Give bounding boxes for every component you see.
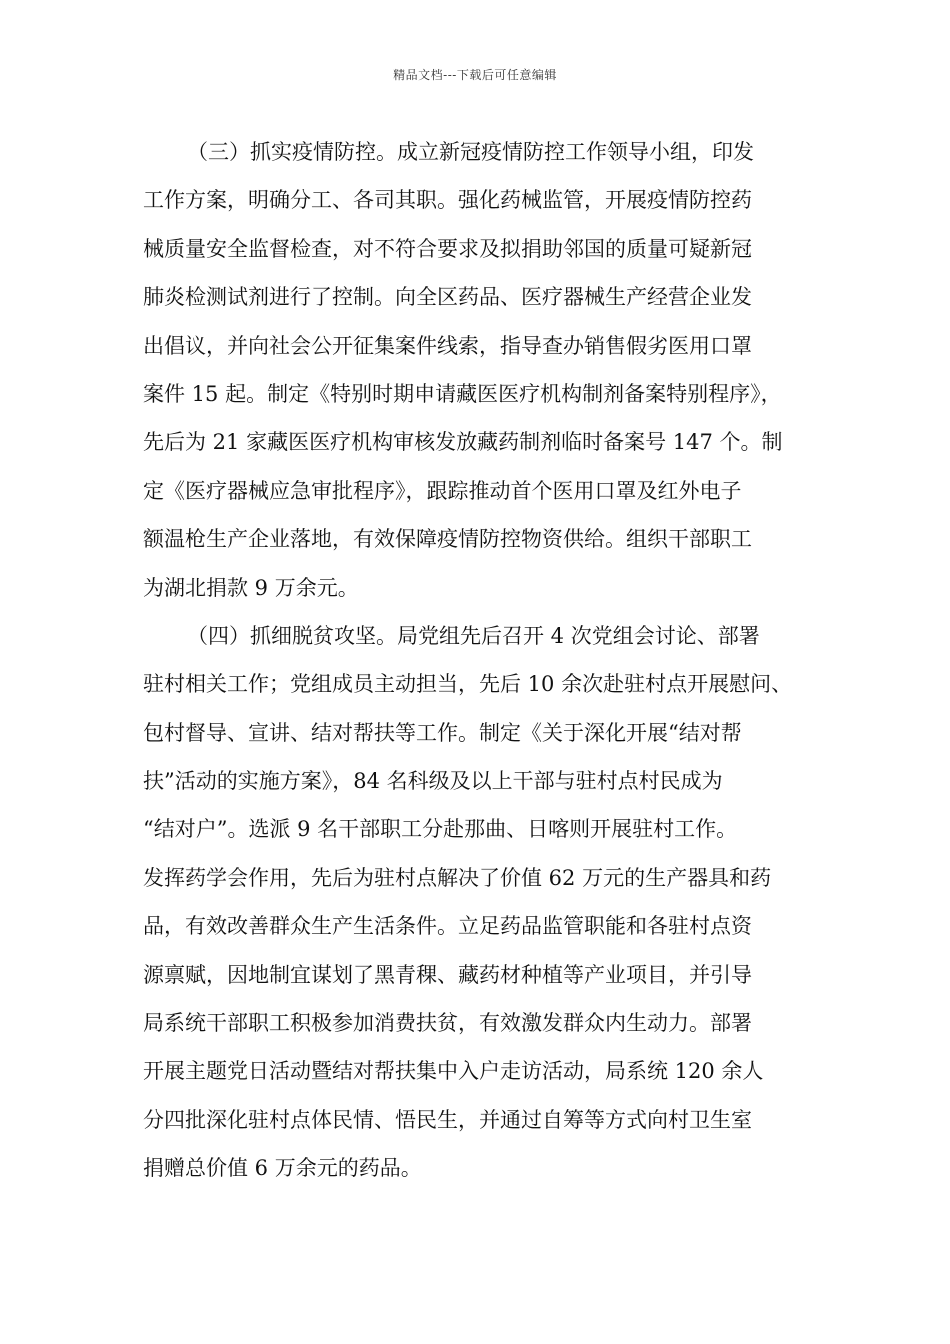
text-line: （四）抓细脱贫攻坚。局党组先后召开 4 次党组会讨论、部署 <box>187 623 760 648</box>
text-line: 工作方案，明确分工、各司其职。强化药械监管，开展疫情防控药 <box>143 188 752 213</box>
text-line: 先后为 21 家藏医医疗机构审核发放藏药制剂临时备案号 147 个。制 <box>143 430 783 455</box>
text-line: 为湖北捐款 9 万余元。 <box>143 575 359 600</box>
text-line: 定《医疗器械应急审批程序》，跟踪推动首个医用口罩及红外电子 <box>143 478 742 503</box>
page-header: 精品文档---下载后可任意编辑 <box>393 68 557 82</box>
text-line: “结对户”。选派 9 名干部职工分赴那曲、日喀则开展驻村工作。 <box>143 817 738 842</box>
text-line: 源禀赋，因地制宜谋划了黑青稞、藏药材种植等产业项目，并引导 <box>143 962 752 987</box>
text-line: 发挥药学会作用，先后为驻村点解决了价值 62 万元的生产器具和药 <box>143 865 772 890</box>
text-line: 出倡议，并向社会公开征集案件线索，指导查办销售假劣医用口罩 <box>143 333 752 358</box>
text-line: 肺炎检测试剂进行了控制。向全区药品、医疗器械生产经营企业发 <box>143 285 752 310</box>
paragraph-poverty-alleviation <box>143 612 825 1193</box>
text-line: 局系统干部职工积极参加消费扶贫，有效激发群众内生动力。部署 <box>143 1011 752 1036</box>
text-line: 驻村相关工作；党组成员主动担当，先后 10 余次赴驻村点开展慰问、 <box>143 672 793 697</box>
text-line: 额温枪生产企业落地，有效保障疫情防控物资供给。组织干部职工 <box>143 527 752 552</box>
text-line: 案件 15 起。制定《特别时期申请藏医医疗机构制剂备案特别程序》， <box>143 381 782 406</box>
text-line: 械质量安全监督检查，对不符合要求及拟捐助邻国的质量可疑新冠 <box>143 236 752 261</box>
text-line: 扶”活动的实施方案》，84 名科级及以上干部与驻村点村民成为 <box>143 769 723 794</box>
text-line: （三）抓实疫情防控。成立新冠疫情防控工作领导小组，印发 <box>187 140 754 164</box>
text-line: 捐赠总价值 6 万余元的药品。 <box>143 1156 422 1181</box>
text-line: 分四批深化驻村点体民情、悟民生，并通过自筹等方式向村卫生室 <box>143 1107 752 1132</box>
text-line: 包村督导、宣讲、结对帮扶等工作。制定《关于深化开展“结对帮 <box>143 720 742 745</box>
document-body <box>143 128 825 1193</box>
paragraph-epidemic-control <box>143 128 825 612</box>
text-line: 品，有效改善群众生产生活条件。立足药品监管职能和各驻村点资 <box>143 914 752 939</box>
text-line: 开展主题党日活动暨结对帮扶集中入户走访活动，局系统 120 余人 <box>143 1059 764 1084</box>
